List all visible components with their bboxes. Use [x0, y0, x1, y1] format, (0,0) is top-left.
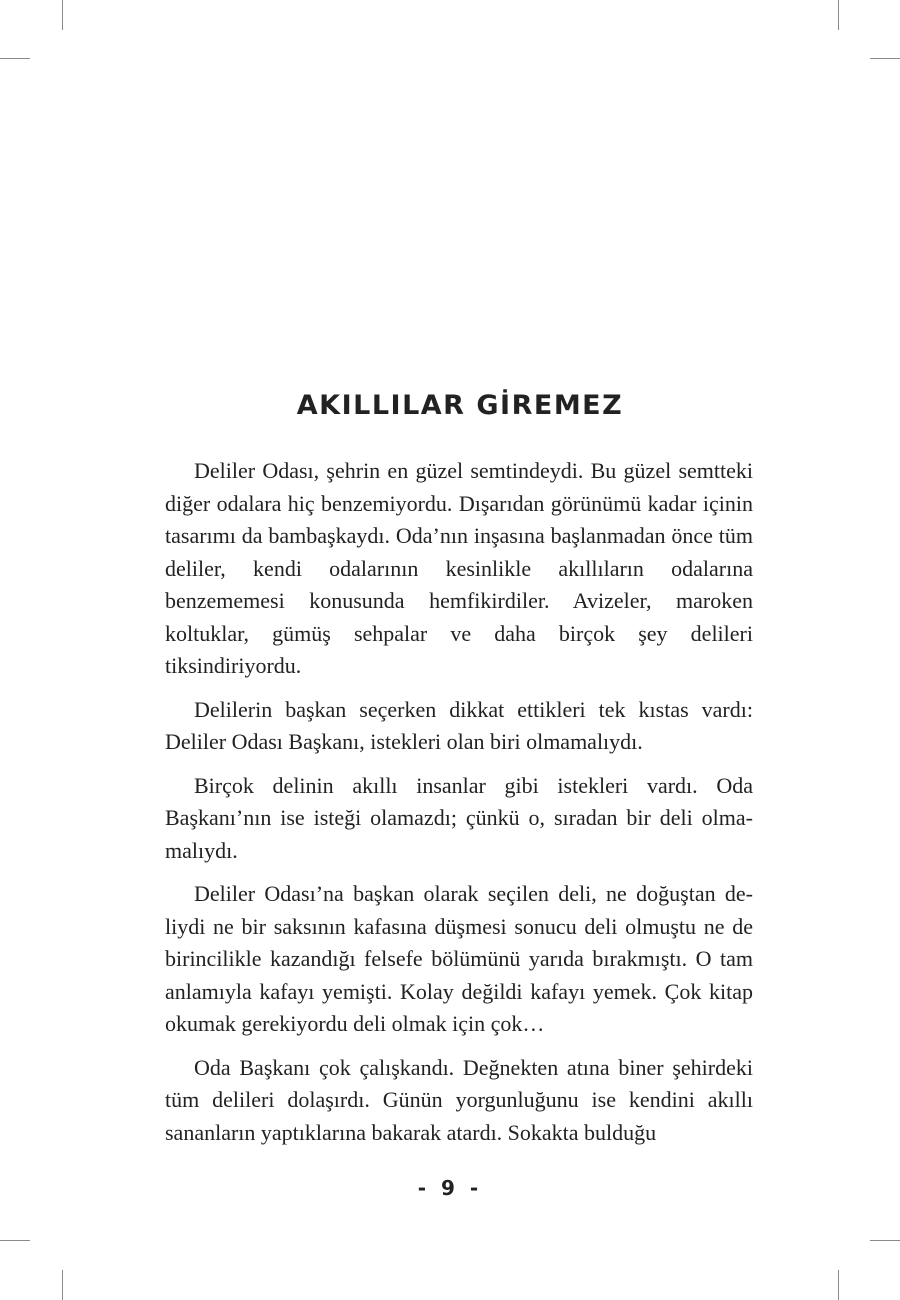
crop-mark-left-bottom: [0, 1240, 30, 1241]
paragraph: Oda Başkanı çok çalışkandı. Değnekten atına biner şehirdeki tüm delileri dolaşırdı. Günün yorgunluğunu ise kendini akıllı sananların yaptıklarına bakarak atardı. Sokakta bulduğu: [165, 1054, 753, 1145]
chapter-body: [165, 455, 753, 1160]
crop-mark-top-right: [838, 0, 839, 30]
crop-mark-left-top: [0, 58, 30, 59]
paragraph: Delilerin başkan seçerken dikkat ettikleri tek kıstas vardı: Deliler Odası Başkanı, istekleri olan biri olmamalıydı.: [165, 696, 753, 754]
page-number: - 9 -: [417, 1176, 483, 1200]
paragraph: Birçok delinin akıllı insanlar gibi istekleri vardı. Oda Başkanı’nın ise isteği olamazdı; çünkü o, sıradan bir deli olmamalıydı.: [165, 772, 753, 863]
crop-mark-bottom-right: [838, 1270, 839, 1300]
crop-mark-right-bottom: [870, 1240, 900, 1241]
crop-mark-top-left: [62, 0, 63, 30]
crop-mark-right-top: [870, 58, 900, 59]
crop-mark-bottom-left: [62, 1270, 63, 1300]
chapter-title: AKILLILAR GİREMEZ: [296, 390, 624, 421]
paragraph: Deliler Odası, şehrin en güzel semtindeydi. Bu güzel semtteki diğer odalara hiç benzemiyordu. Dışarıdan görünümü kadar içinin tasarımı da bambaşkaydı. Oda’nın inşasına başlanmadan önce tüm deliler, kendi odalarının kesinlikle akıllıların odalarına benzememesi konusunda hemfikirdiler. Avizeler, maroken koltuklar, gümüş sehpalar ve daha birçok şey delileri tiksindiriyordu.: [165, 458, 753, 678]
paragraph: Deliler Odası’na başkan olarak seçilen deli, ne doğuştan deliydi ne bir saksının kafasına düşmesi sonucu deli olmuştu ne de birincilikle kazandığı felsefe bölümünü yarıda bırakmıştı. O tam anlamıyla kafayı yemişti. Kolay değildi kafayı yemek. Çok kitap okumak gerekiyordu deli olmak için çok…: [165, 881, 753, 1036]
